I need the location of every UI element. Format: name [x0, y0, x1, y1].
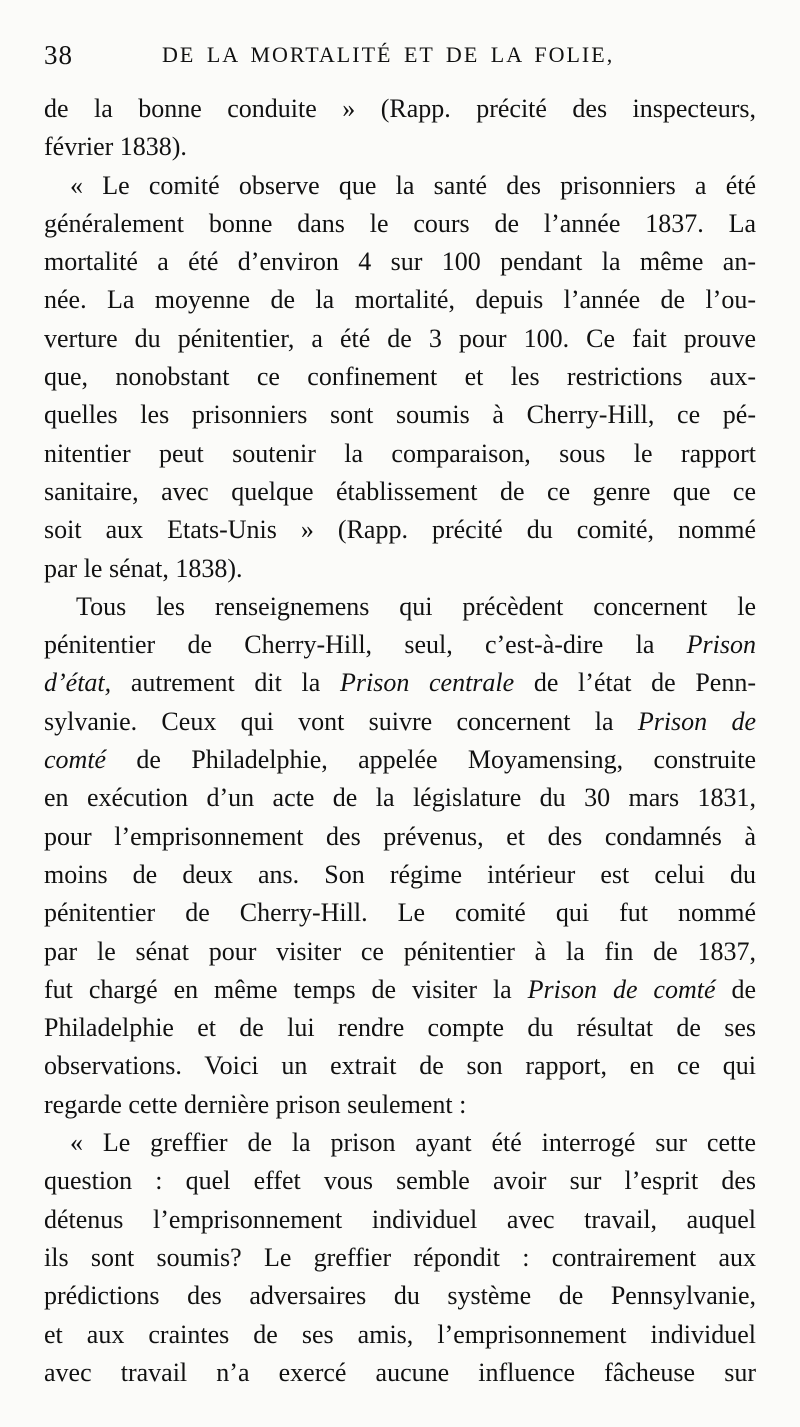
- italic-segment: Prison: [686, 630, 756, 660]
- running-title: DE LA MORTALITÉ ET DE LA FOLIE,: [162, 42, 615, 67]
- text-line: pénitentier de Cherry-Hill. Le comité qui fut nommé: [44, 898, 756, 928]
- text-line: février 1838).: [44, 132, 187, 162]
- text-line: en exécution d’un acte de la législature du 30 mars 1831,: [44, 783, 756, 813]
- italic-segment: d’état,: [44, 668, 112, 698]
- text-line: verture du pénitentier, a été de 3 pour 100. Ce fait prouve: [44, 323, 756, 353]
- text-segment: de Philadelphie, appelée Moyamensing, construite: [106, 745, 756, 775]
- text-line: question : quel effet vous semble avoir sur l’esprit des: [44, 1166, 756, 1196]
- text-line: pour l’emprisonnement des prévenus, et des condamnés à: [44, 821, 756, 851]
- text-segment: pénitentier de Cherry-Hill, seul, c’est-à-dire la: [44, 630, 687, 660]
- italic-segment: comté: [44, 745, 107, 775]
- text-line: Tous les renseignemens qui précèdent concernent le: [76, 591, 756, 621]
- text-segment: de: [715, 974, 756, 1004]
- body-text: [44, 90, 756, 1392]
- italic-segment: Prison de comté: [527, 974, 716, 1004]
- text-line: détenus l’emprisonnement individuel avec travail, auquel: [44, 1204, 756, 1234]
- text-line: soit aux Etats-Unis » (Rapp. précité du comité, nommé: [44, 515, 756, 545]
- running-head: [44, 40, 756, 80]
- text-line: par le sénat, 1838).: [44, 553, 243, 583]
- text-line: [44, 703, 756, 741]
- text-line: mortalité a été d’environ 4 sur 100 pendant la même an-: [44, 247, 756, 277]
- text-line: observations. Voici un extrait de son rapport, en ce qui: [44, 1051, 756, 1081]
- text-line: avec travail n’a exercé aucune influence fâcheuse sur: [44, 1357, 756, 1387]
- text-line: de la bonne conduite » (Rapp. précité des inspecteurs,: [44, 94, 756, 123]
- text-line: et aux craintes de ses amis, l’emprisonnement individuel: [44, 1319, 756, 1349]
- text-line: généralement bonne dans le cours de l’année 1837. La: [44, 208, 756, 238]
- italic-segment: Prison de: [637, 706, 756, 736]
- text-line: [44, 971, 756, 1009]
- text-line: regarde cette dernière prison seulement :: [44, 1089, 467, 1119]
- text-line: nitentier peut soutenir la comparaison, sous le rapport: [44, 438, 756, 468]
- text-line: [44, 741, 756, 779]
- text-line: moins de deux ans. Son régime intérieur est celui du: [44, 859, 756, 889]
- page-number: 38: [44, 40, 73, 70]
- text-line: « Le greffier de la prison ayant été interrogé sur cette: [70, 1128, 756, 1158]
- text-line: prédictions des adversaires du système de Pennsylvanie,: [44, 1281, 756, 1311]
- text-line: [44, 664, 756, 702]
- text-line: Philadelphie et de lui rendre compte du résultat de ses: [44, 1013, 756, 1043]
- text-line: [44, 626, 756, 664]
- text-segment: fut chargé en même temps de visiter la: [44, 974, 528, 1004]
- italic-segment: Prison centrale: [339, 668, 515, 698]
- text-line: « Le comité observe que la santé des prisonniers a été: [70, 170, 756, 200]
- text-line: quelles les prisonniers sont soumis à Cherry-Hill, ce pé-: [44, 400, 756, 430]
- text-segment: sylvanie. Ceux qui vont suivre concernent la: [44, 706, 638, 736]
- text-line: née. La moyenne de la mortalité, depuis l’année de l’ou-: [44, 285, 756, 315]
- text-segment: de l’état de Penn-: [514, 668, 756, 698]
- text-line: ils sont soumis? Le greffier répondit : contrairement aux: [44, 1242, 756, 1272]
- text-line: par le sénat pour visiter ce pénitentier à la fin de 1837,: [44, 936, 756, 966]
- text-segment: autrement dit la: [111, 668, 340, 698]
- text-line: que, nonobstant ce confinement et les restrictions aux-: [44, 362, 756, 392]
- text-line: sanitaire, avec quelque établissement de ce genre que ce: [44, 476, 756, 506]
